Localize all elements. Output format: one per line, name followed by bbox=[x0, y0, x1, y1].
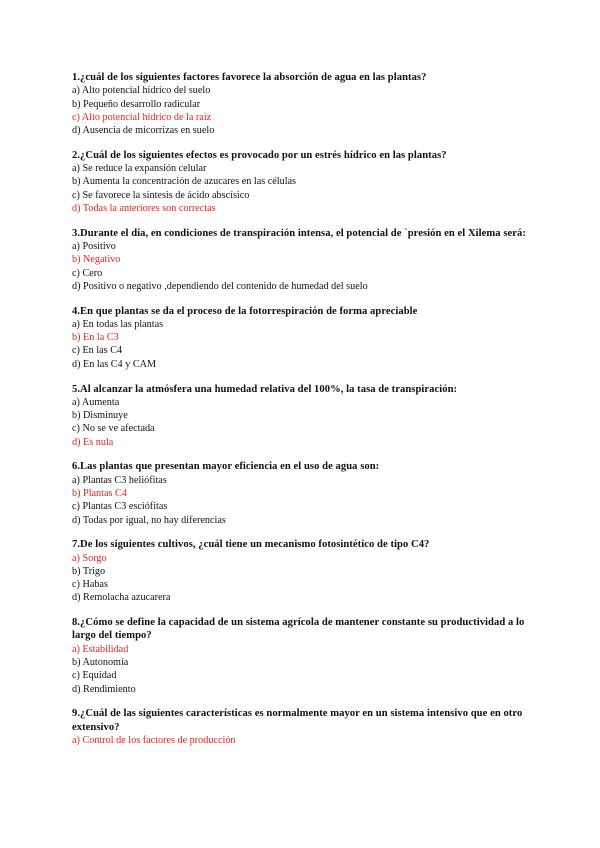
option-d: d) Positivo o negativo ,dependiendo del contenido de humedad del suelo bbox=[72, 280, 368, 292]
option-d-correct: d) Es nula bbox=[72, 436, 114, 448]
option-c-correct: c) Alto potencial hídrico de la raíz bbox=[72, 111, 212, 123]
question-5 bbox=[72, 383, 532, 449]
exam-page bbox=[72, 71, 532, 759]
option-c: c) No se ve afectada bbox=[72, 423, 155, 435]
option-a: a) Alto potencial hídrico del suelo bbox=[72, 85, 211, 97]
option-b: b) Disminuye bbox=[72, 410, 128, 422]
option-a: a) Positivo bbox=[72, 240, 116, 252]
question-title: 6.Las plantas que presentan mayor eficiencia en el uso de agua son: bbox=[72, 461, 380, 473]
question-4 bbox=[72, 305, 532, 371]
option-c: c) Cero bbox=[72, 267, 103, 279]
option-d-correct: d) Todas la anteriores son correctas bbox=[72, 202, 216, 214]
option-b-correct: b) En la C3 bbox=[72, 332, 119, 344]
question-title: 2.¿Cuál de los siguientes efectos es provocado por un estrés hídrico en las plantas? bbox=[72, 149, 447, 161]
question-title: 5.Al alcanzar la atmósfera una humedad relativa del 100%, la tasa de transpiración: bbox=[72, 383, 458, 395]
option-d: d) Remolacha azucarera bbox=[72, 592, 171, 604]
question-title: 7.De los siguientes cultivos, ¿cuál tiene un mecanismo fotosintético de tipo C4? bbox=[72, 539, 430, 551]
question-7 bbox=[72, 538, 532, 604]
question-3 bbox=[72, 227, 532, 293]
option-d: d) Ausencia de micorrizas en suelo bbox=[72, 125, 215, 137]
option-b: b) Trigo bbox=[72, 565, 106, 577]
question-2 bbox=[72, 149, 532, 215]
option-b-correct: b) Plantas C4 bbox=[72, 487, 127, 499]
option-a: a) Plantas C3 heliófitas bbox=[72, 474, 167, 486]
option-c: c) Habas bbox=[72, 579, 108, 591]
option-d: d) Rendimiento bbox=[72, 683, 136, 695]
question-title: 3.Durante el día, en condiciones de transpiración intensa, el potencial de `presión en el Xilema será: bbox=[72, 227, 526, 239]
option-a-correct: a) Estabilidad bbox=[72, 643, 129, 655]
option-d: d) En las C4 y CAM bbox=[72, 358, 157, 370]
option-a: a) En todas las plantas bbox=[72, 318, 164, 330]
question-1 bbox=[72, 71, 532, 137]
question-title: 9.¿Cuál de las siguientes características es normalmente mayor en un sistema intensivo que en otro extensivo? bbox=[72, 708, 523, 733]
question-title: 4.En que plantas se da el proceso de la fotorrespiración de forma apreciable bbox=[72, 305, 418, 317]
option-a: a) Se reduce la expansión celular bbox=[72, 163, 207, 175]
option-c: c) Plantas C3 esciófitas bbox=[72, 501, 168, 513]
option-a-correct: a) Control de los factores de producción bbox=[72, 734, 236, 746]
question-8 bbox=[72, 616, 532, 696]
option-a: a) Aumenta bbox=[72, 396, 120, 408]
question-title: 1.¿cuál de los siguientes factores favorece la absorción de agua en las plantas? bbox=[72, 72, 427, 83]
option-d: d) Todas por igual, no hay diferencias bbox=[72, 514, 226, 526]
question-6 bbox=[72, 460, 532, 526]
option-b: b) Pequeño desarrollo radicular bbox=[72, 98, 201, 110]
option-c: c) Equidad bbox=[72, 670, 117, 682]
option-b: b) Aumenta la concentración de azucares en las células bbox=[72, 176, 297, 188]
question-9 bbox=[72, 707, 532, 747]
option-b-correct: b) Negativo bbox=[72, 254, 121, 266]
option-a-correct: a) Sorgo bbox=[72, 552, 107, 564]
option-c: c) En las C4 bbox=[72, 345, 123, 357]
question-title: 8.¿Cómo se define la capacidad de un sistema agrícola de mantener constante su productividad a lo largo del tiempo? bbox=[72, 617, 525, 642]
option-c: c) Se favorece la síntesis de ácido abscísico bbox=[72, 189, 250, 201]
option-b: b) Autonomía bbox=[72, 656, 129, 668]
